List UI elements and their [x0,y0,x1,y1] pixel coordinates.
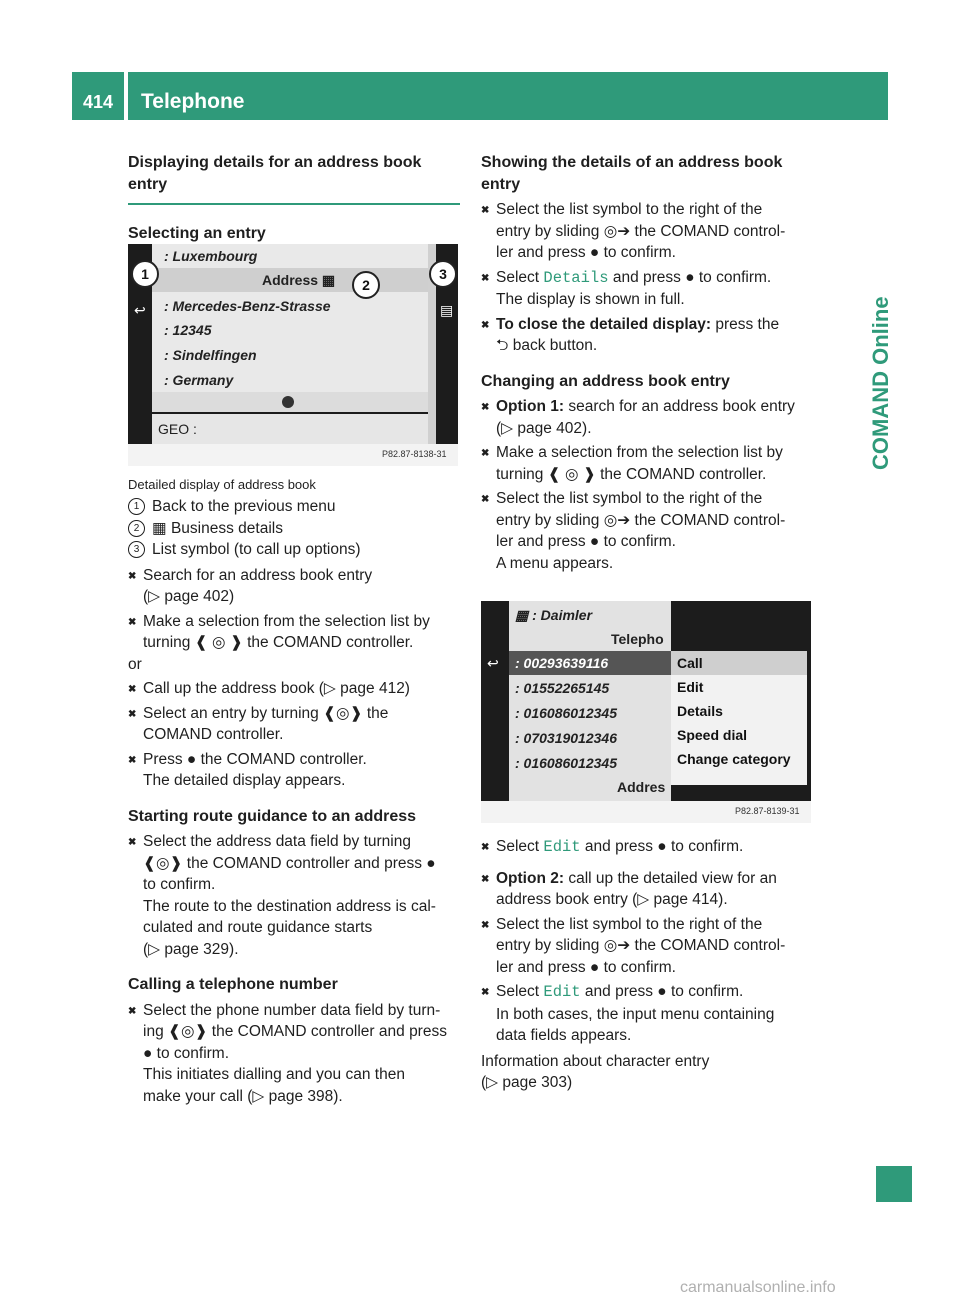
telephone-menu-screen [481,601,811,823]
step-select-list: ✖ Make a selection from the selection list by turning ❰ ◎ ❱ the COMAND controller. [128,611,460,654]
menu-change-category[interactable]: Change category [677,751,791,767]
business-icon: ▦ [321,272,336,288]
info-character-entry: Information about character entry (▷ page 303) [481,1052,710,1091]
right-title: Showing the details of an address book entry [481,154,783,193]
callout-1: 1 [131,260,159,288]
left-column [128,152,460,245]
step-slide-list-3: ✖ Select the list symbol to the right of the entry by sliding ◎➔ the COMAND control- ler and press ● to confirm. [481,914,817,979]
or-text: or [128,655,142,673]
address-detail-screen [128,244,458,466]
step-route: ✖ Select the address data field by turning ❰◎❱ the COMAND controller and press ● to confirm. The route to the destination address is cal- culated and route guidance starts (▷ page 329). [128,831,460,960]
legend-1: 1 Back to the previous menu [128,496,460,518]
subheading-changing: Changing an address book entry [481,372,730,390]
number-row-5[interactable]: : 016086012345 [515,755,621,771]
step-call-address-book: ✖ Call up the address book (▷ page 412) [128,678,460,700]
menu-speed-dial[interactable]: Speed dial [677,727,748,743]
step-slide-list-2: ✖ Select the list symbol to the right of the entry by sliding ◎➔ the COMAND control- ler and press ● to confirm. A menu appears. [481,488,817,574]
step-call: ✖ Select the phone number data field by turn- ing ❰◎❱ the COMAND controller and press ● to confirm. This initiates dialling and you can then make your call (▷ page 398). [128,1000,460,1108]
menu-call[interactable]: Call [671,651,807,675]
subheading-calling: Calling a telephone number [128,976,338,993]
row-country: : Germany [164,372,234,388]
step-search: ✖ Search for an address book entry (▷ page 402) [128,565,460,608]
row-postcode: : 12345 [164,322,212,338]
callout-2: 2 [352,271,380,299]
row-street: : Mercedes-Benz-Strasse [164,298,331,314]
right-body [481,836,817,1094]
geo-row: GEO : [152,414,428,444]
step-option1: ✖ Option 1: search for an address book entry (▷ page 402). [481,396,817,439]
legend-3: 3 List symbol (to call up options) [128,539,460,561]
back-icon[interactable]: ↩ [134,302,146,318]
number-row-2[interactable]: : 01552265145 [515,680,610,696]
globe-icon [282,396,294,408]
page-number: 414 [72,72,124,120]
chapter-label: COMAND Online [868,296,893,470]
figure-code-2: P82.87-8139-31 [735,806,800,816]
row-city: : Sindelfingen [164,347,257,363]
title-rule [128,203,460,205]
step-select-edit: ✖ Select Edit and press ● to confirm. [481,836,817,859]
options-menu [671,651,807,785]
watermark-logo: carmanualsonline.info [680,1279,836,1296]
map-button-row[interactable] [152,392,428,412]
step-select-list-2: ✖ Make a selection from the selection list by turning ❰ ◎ ❱ the COMAND controller. [481,442,817,485]
right-column [481,152,817,574]
row-country-top: : Luxembourg [164,248,258,264]
row-address-label: Address ▦ [262,272,336,288]
subheading-selecting: Selecting an entry [128,225,266,242]
step-press: ✖ Press ● the COMAND controller. The detailed display appears. [128,749,460,792]
step-slide-list: ✖ Select the list symbol to the right of the entry by sliding ◎➔ the COMAND control- ler and press ● to confirm. [481,199,817,264]
legend-2: 2 ▦ Business details [128,518,460,540]
step-select-entry: ✖ Select an entry by turning ❰◎❱ the COMAND controller. [128,703,460,746]
number-row-4[interactable]: : 070319012346 [515,730,617,746]
left-title: Displaying details for an address book entry [128,154,422,193]
back-icon-2[interactable]: ↩ [487,655,499,671]
step-option2: ✖ Option 2: call up the detailed view for an address book entry (▷ page 414). [481,868,817,911]
number-row-3[interactable]: : 016086012345 [515,705,621,721]
step-close: ✖ To close the detailed display: press the ⮌ back button. [481,314,817,357]
address-label-2: Addres [617,779,666,795]
section-title: Telephone [128,72,888,120]
contact-name: ▦ : Daimler [515,607,593,623]
figure-caption: Detailed display of address book [128,477,316,492]
business-details-icon: ▦ [152,519,171,537]
left-body [128,476,460,1107]
telephone-label: Telepho [611,631,664,647]
menu-details[interactable]: Details [677,703,723,719]
list-symbol-icon[interactable]: ▤ [440,302,454,318]
business-icon-2: ▦ [515,607,533,623]
subheading-route: Starting route guidance to an address [128,807,417,825]
callout-3: 3 [429,260,457,288]
figure-code: P82.87-8138-31 [382,449,447,459]
menu-edit[interactable]: Edit [677,679,704,695]
number-row-1[interactable]: : 00293639116 [515,655,609,671]
step-select-details: ✖ Select Details and press ● to confirm. The display is shown in full. [481,267,817,311]
step-select-edit-2: ✖ Select Edit and press ● to confirm. In both cases, the input menu containing data fields appears. [481,981,817,1047]
chapter-marker [876,1166,912,1202]
